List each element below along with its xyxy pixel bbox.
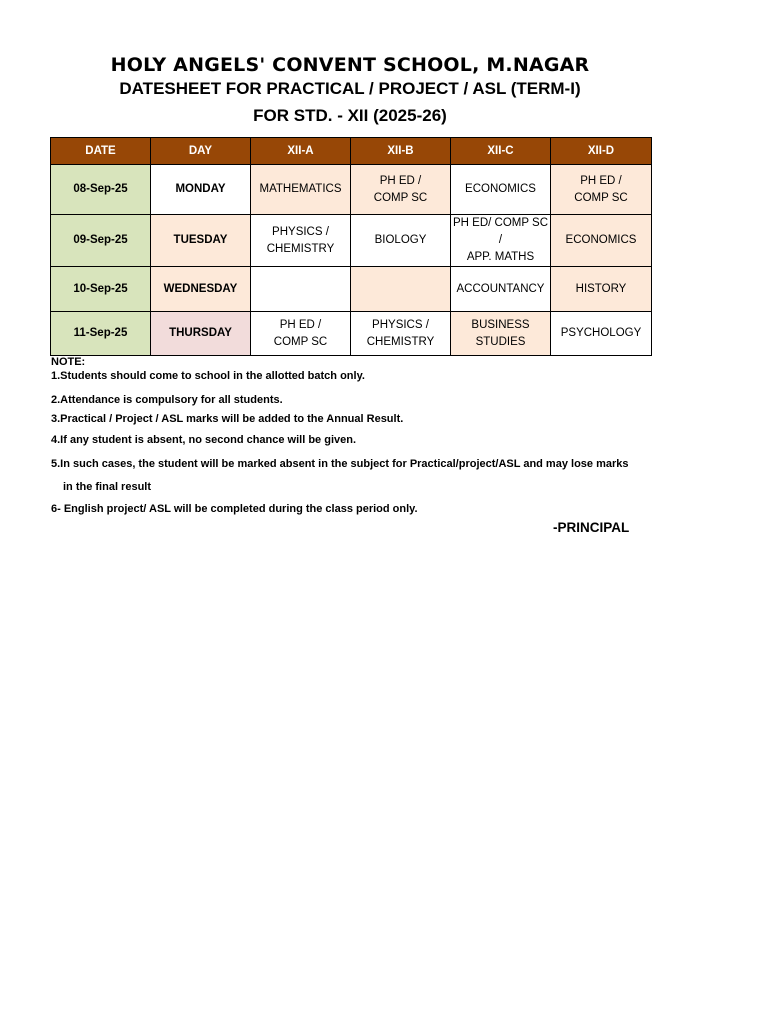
date-cell: 10-Sep-25 [51,267,151,312]
subject-cell-xii-b [351,165,451,215]
subject-cell-xii-b [351,267,451,312]
day-cell: THURSDAY [151,312,251,356]
header-xii-a: XII-A [251,138,351,165]
subject-cell-xii-a [251,267,351,312]
subject-cell-xii-d: HISTORY [551,267,652,312]
subject-cell-xii-c [451,215,551,267]
note-6: 6- English project/ ASL will be completed during the class period only. [51,503,418,515]
subject-cell-xii-b: BIOLOGY [351,215,451,267]
subject-cell-xii-a [251,215,351,267]
subject-cell-xii-a [251,312,351,356]
table-row [51,215,652,267]
note-1: 1.Students should come to school in the allotted batch only. [51,370,365,382]
date-cell: 08-Sep-25 [51,165,151,215]
subject-line: PH ED/ COMP SC [453,217,548,229]
day-cell: TUESDAY [151,215,251,267]
header-date: DATE [51,138,151,165]
class-title: FOR STD. - XII (2025-26) [253,106,447,125]
subject-cell-xii-d: ECONOMICS [551,215,652,267]
datesheet-title: DATESHEET FOR PRACTICAL / PROJECT / ASL (TERM-I) [119,79,581,98]
subject-cell-xii-c: ACCOUNTANCY [451,267,551,312]
notes-heading: NOTE: [51,356,86,368]
subject-line: PH ED / [279,318,322,331]
school-name: HOLY ANGELS' CONVENT SCHOOL, M.NAGAR [110,54,590,76]
note-3: 3.Practical / Project / ASL marks will be added to the Annual Result. [51,413,404,425]
subject-line: BUSINESS [471,318,530,331]
day-cell: MONDAY [151,165,251,215]
subject-line: STUDIES [475,335,526,348]
subject-cell-xii-c: ECONOMICS [451,165,551,215]
subject-line: PH ED / [580,174,622,187]
subject-line: PH ED / [379,174,422,187]
datesheet-table [50,137,652,356]
subject-line: COMP SC [574,191,628,204]
date-cell: 09-Sep-25 [51,215,151,267]
subject-line: COMP SC [273,335,328,348]
table-row [51,267,652,312]
header-xii-b: XII-B [351,138,451,165]
subject-cell-xii-c [451,312,551,356]
note-4: 4.If any student is absent, no second chance will be given. [51,434,357,446]
table-row [51,312,652,356]
table-header-row [51,138,652,165]
date-cell: 11-Sep-25 [51,312,151,356]
day-cell: WEDNESDAY [151,267,251,312]
note-5-continued: in the final result [63,481,152,493]
note-2: 2.Attendance is compulsory for all students. [51,394,283,406]
subject-line: PHYSICS / [272,225,329,238]
subject-line: / [498,234,503,246]
table-row [51,165,652,215]
header-xii-c: XII-C [451,138,551,165]
subject-cell-xii-b [351,312,451,356]
subject-cell-xii-a: MATHEMATICS [251,165,351,215]
subject-line: APP. MATHS [466,251,535,263]
header-xii-d: XII-D [551,138,652,165]
subject-line: CHEMISTRY [366,335,435,348]
principal-signature: -PRINCIPAL [553,520,630,535]
header-day: DAY [151,138,251,165]
subject-line: COMP SC [373,191,428,204]
note-5: 5.In such cases, the student will be marked absent in the subject for Practical/project/ASL and may lose marks [51,458,629,470]
subject-cell-xii-d: PSYCHOLOGY [551,312,652,356]
subject-cell-xii-d [551,165,652,215]
subject-line: CHEMISTRY [266,242,335,255]
subject-line: PHYSICS / [372,318,429,331]
